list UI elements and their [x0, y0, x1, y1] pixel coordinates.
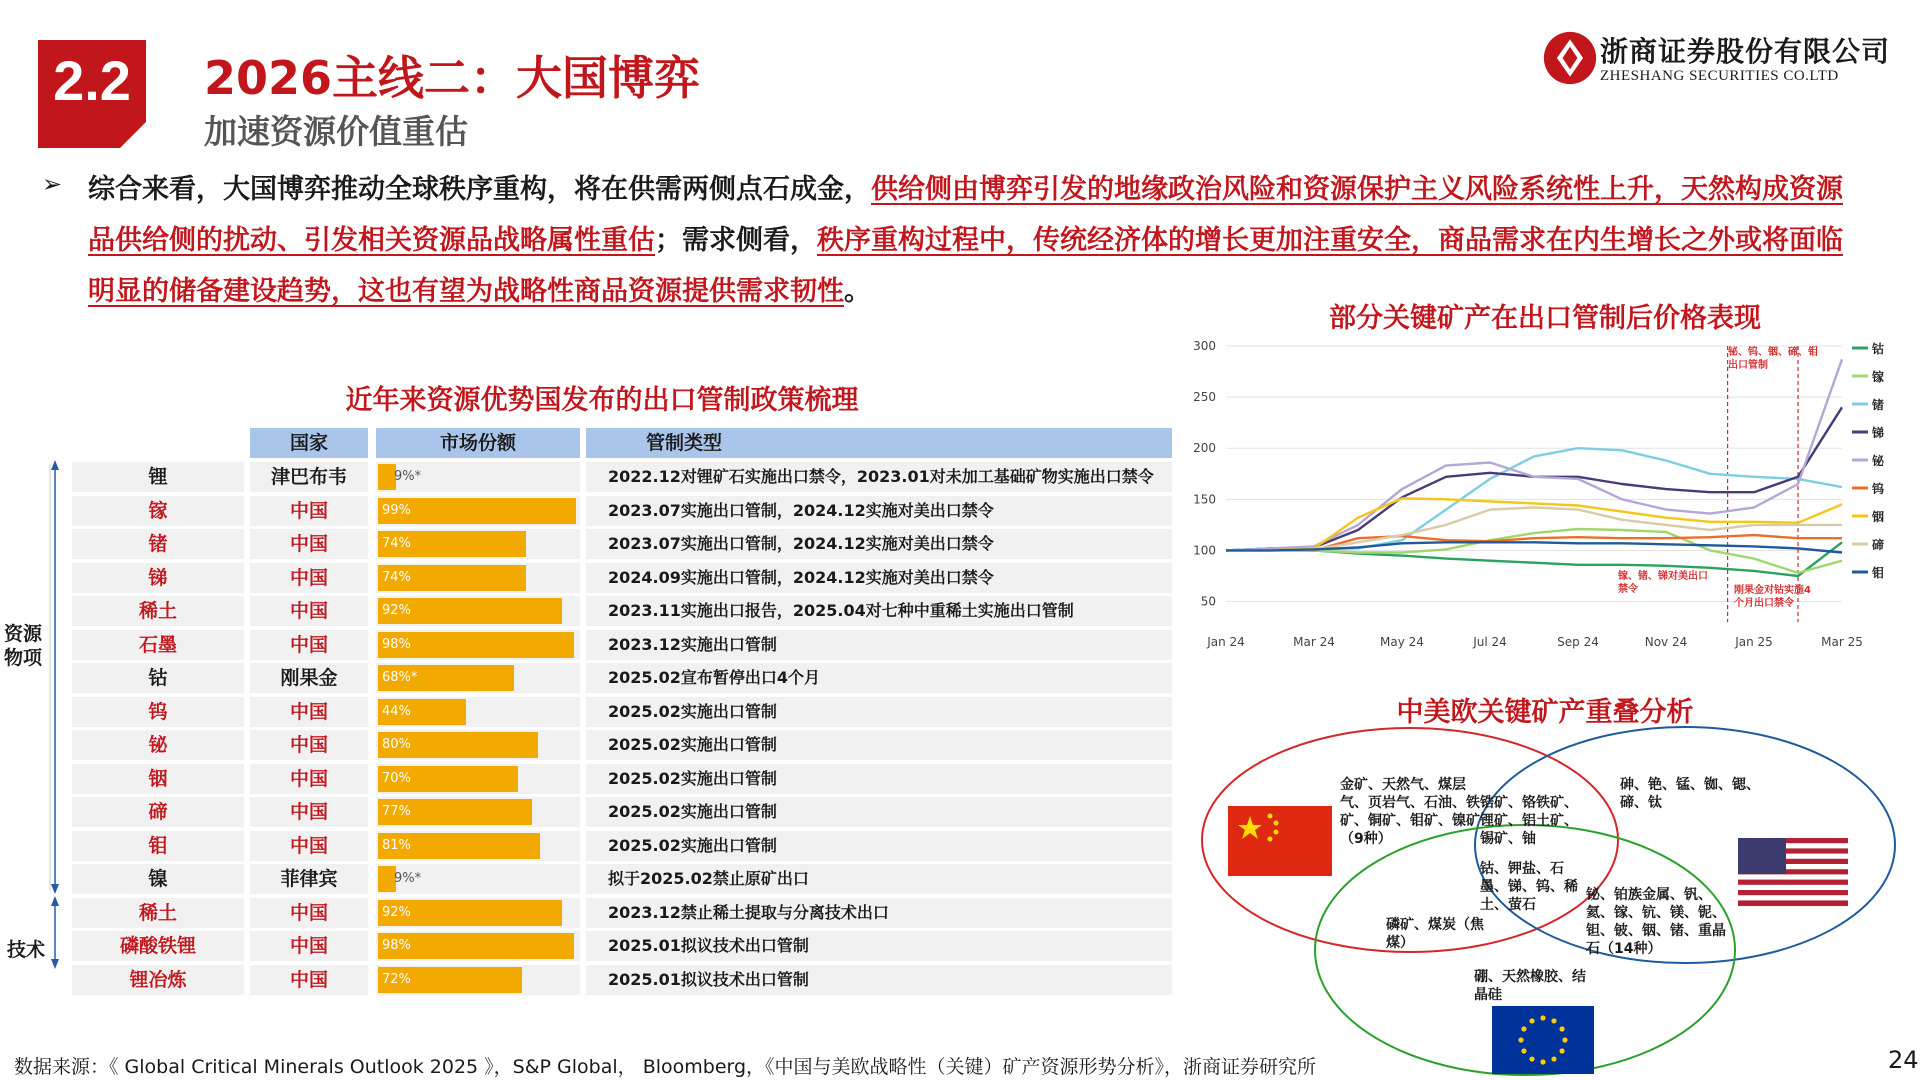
slide-subtitle: 加速资源价值重估 — [204, 112, 468, 151]
legend-label: 铟 — [1872, 510, 1885, 524]
table-cell-country: 中国 — [289, 499, 328, 522]
intro-text: ；需求侧看， — [655, 225, 817, 256]
section-number: 2.2 — [53, 49, 131, 112]
annotation-us-ban — [1618, 570, 1708, 630]
eu-star-icon — [1559, 1048, 1564, 1053]
share-label: 98% — [382, 938, 411, 953]
group-bracket — [20, 460, 80, 970]
venn-text-china: 金矿、天然气、煤层气、页岩气、石油、铁矿、铜矿、钼矿、镍矿（9种） — [1340, 777, 1480, 847]
table-cell-item: 稀土 — [138, 600, 177, 622]
table-cell-country: 中国 — [289, 935, 328, 957]
table-cell-country: 中国 — [289, 734, 328, 756]
table-cell-country: 中国 — [289, 633, 328, 656]
group-label-resource: 资源物项 — [3, 623, 42, 669]
table-header-control: 管制类型 — [586, 428, 1172, 458]
table-cell-control: 2022.12对锂矿石实施出口禁令，2023.01对未加工基础矿物实施出口禁令 — [608, 467, 1154, 486]
eu-star-icon — [1559, 1026, 1564, 1031]
table-cell-country: 中国 — [289, 533, 328, 555]
legend-label: 碲 — [1872, 538, 1885, 552]
legend-label: 钼 — [1872, 566, 1885, 580]
company-logo-icon — [1542, 30, 1598, 86]
x-tick-label: Mar 24 — [1293, 635, 1335, 649]
bullet-icon: ➢ — [42, 170, 63, 198]
line-chart-title: 部分关键矿产在出口管制后价格表现 — [1329, 303, 1761, 334]
table-cell-item: 镍 — [148, 868, 168, 890]
x-tick-label: Jul 24 — [1473, 635, 1507, 649]
share-label: 68%* — [382, 670, 418, 685]
table-cell-item: 石墨 — [138, 633, 177, 656]
venn-text-us: 砷、铯、锰、铷、锶、碲、钛 — [1620, 777, 1760, 811]
table-cell-control: 2023.12禁止稀土提取与分离技术出口 — [608, 902, 889, 922]
legend-label: 锗 — [1872, 398, 1885, 412]
share-label: 92% — [382, 904, 411, 920]
series-line-锑 — [1226, 407, 1842, 550]
share-label: 9%* — [394, 469, 422, 484]
annotation-us-ban-text: 镓、锗、锑对美出口禁令 — [1618, 571, 1708, 595]
table-cell-item: 钼 — [148, 834, 168, 857]
share-label: 99% — [382, 502, 411, 518]
table-cell-item: 铟 — [148, 767, 168, 790]
table-cell-control: 2025.02实施出口管制 — [608, 701, 777, 721]
y-tick-label: 100 — [1193, 543, 1216, 558]
venn-title: 中美欧关键矿产重叠分析 — [1396, 697, 1694, 728]
eu-star-icon — [1529, 1056, 1534, 1061]
table-cell-control: 2025.02实施出口管制 — [608, 835, 777, 855]
table-cell-control: 2025.02实施出口管制 — [608, 735, 777, 754]
table-cell-item: 锗 — [148, 533, 168, 555]
legend-label: 铋 — [1872, 454, 1885, 468]
table-cell-item: 锂 — [148, 466, 168, 488]
share-label: 70% — [382, 770, 411, 786]
table-cell-country: 中国 — [289, 901, 328, 924]
share-label: 74% — [382, 536, 411, 551]
table-cell-control: 2025.02实施出口管制 — [608, 802, 777, 821]
share-label: 44% — [382, 703, 411, 719]
legend-label: 镓 — [1872, 370, 1885, 384]
share-label: 74% — [382, 569, 411, 585]
annotation-cobalt-ban — [1734, 584, 1814, 644]
page-number: 24 — [1888, 1046, 1919, 1074]
x-tick-label: Mar 25 — [1821, 635, 1863, 649]
eu-flag-icon — [1492, 1006, 1594, 1074]
table-cell-item: 锂冶炼 — [129, 968, 187, 991]
eu-star-icon — [1551, 1056, 1556, 1061]
legend-label: 钨 — [1872, 482, 1885, 496]
table-cell-country: 中国 — [289, 600, 328, 622]
table-cell-country: 菲律宾 — [280, 868, 338, 890]
us-flag-icon — [1738, 838, 1848, 906]
intro-highlight-supply: 供给侧由博弈引发的地缘政治风险和资源保护主义风险系统性上升，天然构成资源品供给侧的扰动、引发相关资源品战略属性重估 — [88, 174, 1843, 256]
eu-star-icon — [1529, 1018, 1534, 1023]
china-flag-icon — [1228, 806, 1332, 876]
share-label: 92% — [382, 603, 411, 618]
table-cell-country: 津巴布韦 — [270, 466, 347, 488]
eu-star-icon — [1521, 1026, 1526, 1031]
table-cell-control: 2025.01拟议技术出口管制 — [608, 936, 809, 955]
intro-text: 。 — [844, 276, 871, 307]
slide-title: 2026主线二：大国博弈 — [204, 51, 701, 105]
y-tick-label: 200 — [1193, 441, 1216, 456]
company-name-en: ZHESHANG SECURITIES CO.LTD — [1600, 68, 1839, 84]
x-tick-label: Jan 25 — [1735, 635, 1773, 649]
share-label: 77% — [382, 804, 411, 819]
eu-star-icon — [1540, 1015, 1545, 1020]
venn-text-china-eu: 磷矿、煤炭（焦煤） — [1386, 917, 1484, 951]
x-tick-label: Nov 24 — [1644, 635, 1688, 649]
venn-text-us-eu: 铋、铂族金属、钒、氦、镓、钪、镁、铌、钽、铍、铟、锗、重晶石（14种） — [1586, 887, 1726, 957]
share-label: 9%* — [394, 871, 422, 886]
table-cell-country: 中国 — [289, 801, 328, 823]
table-cell-country: 中国 — [289, 700, 328, 723]
intro-text: 综合来看，大国博弈推动全球秩序重构，将在供需两侧点石成金， — [88, 174, 871, 205]
table-cell-country: 中国 — [289, 767, 328, 790]
table-cell-country: 中国 — [289, 834, 328, 857]
venn-diagram — [1180, 720, 1900, 1080]
intro-paragraph — [88, 164, 1868, 317]
table-cell-item: 镓 — [148, 499, 168, 522]
company-name-cn: 浙商证券股份有限公司 — [1600, 35, 1891, 68]
annotation-export-control — [1728, 346, 1818, 406]
group-label-tech: 技术 — [6, 939, 45, 961]
legend-label: 锑 — [1872, 426, 1885, 440]
venn-text-eu: 硼、天然橡胶、结晶硅 — [1474, 969, 1586, 1003]
table-cell-control: 2023.07实施出口管制，2024.12实施对美出口禁令 — [608, 500, 994, 520]
table-cell-control: 拟于2025.02禁止原矿出口 — [608, 869, 809, 888]
table-cell-country: 刚果金 — [280, 667, 338, 689]
eu-star-icon — [1518, 1037, 1523, 1042]
intro-highlight-demand: 秩序重构过程中，传统经济体的增长更加注重安全，商品需求在内生增长之外或将面临明显的储备建设趋势，这也有望为战略性商品资源提供需求韧性 — [88, 225, 1843, 307]
table-cell-control: 2023.11实施出口报告，2025.04对七种中重稀土实施出口管制 — [608, 601, 1074, 620]
y-tick-label: 250 — [1193, 390, 1216, 405]
table-cell-item: 锑 — [148, 566, 168, 589]
x-tick-label: Jan 24 — [1207, 635, 1245, 649]
table-cell-control: 2024.09实施出口管制，2024.12实施对美出口禁令 — [608, 567, 994, 587]
table-title: 近年来资源优势国发布的出口管制政策梳理 — [345, 385, 859, 416]
annotation-cobalt-ban-text: 刚果金对钴实施4个月出口禁令 — [1734, 585, 1811, 609]
share-label: 80% — [382, 737, 411, 752]
legend-label: 钴 — [1872, 342, 1885, 356]
table-header-share: 市场份额 — [376, 428, 580, 458]
eu-star-icon — [1551, 1018, 1556, 1023]
table-cell-item: 碲 — [148, 801, 168, 823]
annotation-export-control-text: 铋、钨、铟、碲、钼出口管制 — [1728, 347, 1818, 371]
share-label: 81% — [382, 837, 411, 853]
table-cell-item: 钴 — [148, 667, 168, 689]
table-header-country: 国家 — [250, 428, 368, 458]
table-cell-control: 2025.01拟议技术出口管制 — [608, 969, 809, 989]
price-line-chart — [1182, 326, 1885, 666]
venn-text-all: 钴、钾盐、石墨、锑、钨、稀土、萤石 — [1480, 861, 1578, 913]
table-cell-item: 钨 — [148, 700, 168, 723]
y-tick-label: 150 — [1193, 492, 1216, 507]
eu-star-icon — [1521, 1048, 1526, 1053]
table-cell-control: 2025.02宣布暂停出口4个月 — [608, 668, 821, 687]
y-tick-label: 50 — [1200, 594, 1216, 609]
x-tick-label: Sep 24 — [1557, 635, 1599, 649]
table-cell-item: 稀土 — [138, 901, 177, 924]
share-label: 98% — [382, 636, 411, 652]
eu-star-icon — [1540, 1059, 1545, 1064]
venn-text-china-us: 锆矿、铬铁矿、锂矿、铝土矿、锡矿、铀 — [1480, 795, 1578, 847]
table-cell-item: 铋 — [148, 734, 168, 756]
eu-star-icon — [1562, 1037, 1567, 1042]
table-cell-control: 2025.02实施出口管制 — [608, 768, 777, 788]
table-cell-country: 中国 — [289, 566, 328, 589]
table-cell-control: 2023.12实施出口管制 — [608, 634, 777, 654]
table-cell-country: 中国 — [289, 968, 328, 991]
table-cell-item: 磷酸铁锂 — [119, 935, 196, 957]
share-label: 72% — [382, 971, 411, 987]
x-tick-label: May 24 — [1380, 635, 1424, 649]
y-tick-label: 300 — [1193, 339, 1216, 353]
footer-source: 数据来源：《 Global Critical Minerals Outlook 2025 》，S&P Global， Bloomberg，《中国与美欧战略性（关键）矿产资源形势分析》，浙商证券研究所 — [14, 1056, 1317, 1078]
table-cell-control: 2023.07实施出口管制，2024.12实施对美出口禁令 — [608, 534, 994, 553]
